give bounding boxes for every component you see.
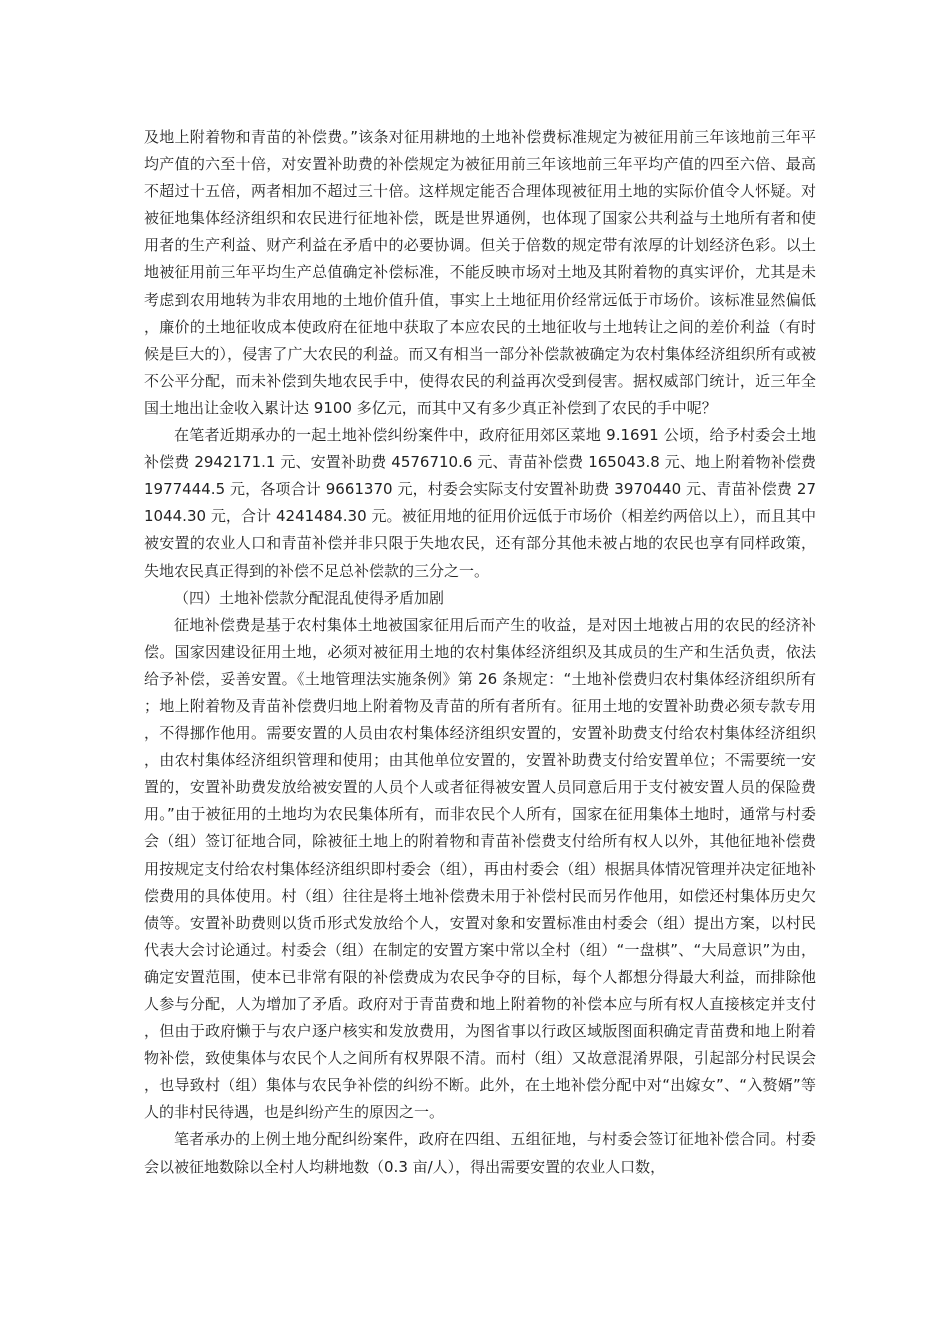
paragraph-continued: 及地上附着物和青苗的补偿费。”该条对征用耕地的土地补偿费标准规定为被征用前三年该地前三年平均产值的六至十倍，对安置补助费的补偿规定为被征用前三年该地前三年平均产值的四至六倍、最高不超过十五倍，两者相加不超过三十倍。这样规定能否合理体现被征用土地的实际价值令人怀疑。对被征地集体经济组织和农民进行征地补偿，既是世界通例，也体现了国家公共利益与土地所有者和使用者的生产利益、财产利益在矛盾中的必要协调。但关于倍数的规定带有浓厚的计划经济色彩。以土地被征用前三年平均生产总值确定补偿标准，不能反映市场对土地及其附着物的真实评价，尤其是未考虑到农用地转为非农用地的土地价值升值，事实上土地征用价经常远低于市场价。该标准显然偏低，廉价的土地征收成本使政府在征地中获取了本应农民的土地征收与土地转让之间的差价利益（有时候是巨大的），侵害了广大农民的利益。而又有相当一部分补偿款被确定为农村集体经济组织所有或被不公平分配，而未补偿到失地农民手中，使得农民的利益再次受到侵害。据权威部门统计，近三年全国土地出让金收入累计达 9100 多亿元，而其中又有多少真正补偿到了农民的手中呢？ (144, 128, 816, 417)
paragraph-case-continued: 笔者承办的上例土地分配纠纷案件，政府在四组、五组征地，与村委会签订征地补偿合同。村委会以被征地数除以全村人均耕地数（0.3 亩/人），得出需要安置的农业人口数， (144, 1130, 816, 1176)
document-body (144, 124, 816, 1181)
paragraph-compensation-explanation: 征地补偿费是基于农村集体土地被国家征用后而产生的收益，是对因土地被占用的农民的经济补偿。国家因建设征用土地，必须对被征用土地的农村集体经济组织及其成员的生产和生活负责，依法给予补偿，妥善安置。《土地管理法实施条例》第 26 条规定：“土地补偿费归农村集体经济组织所有；地上附着物及青苗补偿费归地上附着物及青苗的所有者所有。征用土地的安置补助费必须专款专用，不得挪作他用。需要安置的人员由农村集体经济组织安置的，安置补助费支付给农村集体经济组织，由农村集体经济组织管理和使用；由其他单位安置的，安置补助费支付给安置单位；不需要统一安置的，安置补助费发放给被安置的人员个人或者征得被安置人员同意后用于支付被安置人员的保险费用。”由于被征用的土地均为农民集体所有，而非农民个人所有，国家在征用集体土地时，通常与村委会（组）签订征地合同，除被征土地上的附着物和青苗补偿费支付给所有权人以外，其他征地补偿费用按规定支付给农村集体经济组织即村委会（组），再由村委会（组）根据具体情况管理并决定征地补偿费用的具体使用。村（组）往往是将土地补偿费未用于补偿村民而另作他用，如偿还村集体历史欠债等。安置补助费则以货币形式发放给个人，安置对象和安置标准由村委会（组）提出方案，以村民代表大会讨论通过。村委会（组）在制定的安置方案中常以全村（组）“一盘棋”、“大局意识”为由，确定安置范围，使本已非常有限的补偿费成为农民争夺的目标，每个人都想分得最大利益，而排除他人参与分配，人为增加了矛盾。政府对于青苗费和地上附着物的补偿本应与所有权人直接核定并支付，但由于政府懒于与农户逐户核实和发放费用，为图省事以行政区域版图面积确定青苗费和地上附着物补偿，致使集体与农民个人之间所有权界限不清。而村（组）又故意混淆界限，引起部分村民误会，也导致村（组）集体与农民争补偿的纠纷不断。此外，在土地补偿分配中对“出嫁女”、“入赘婿”等人的非村民待遇，也是纠纷产生的原因之一。 (144, 615, 816, 1122)
paragraph-case-example: 在笔者近期承办的一起土地补偿纠纷案件中，政府征用郊区菜地 9.1691 公顷，给予村委会土地补偿费 2942171.1 元、安置补助费 4576710.6 元、青苗补偿费 165043.8 元、地上附着物补偿费 1977444.5 元，各项合计 9661370 元，村委会实际支付安置补助费 3970440 元、青苗补偿费 271044.30 元，合计 4241484.30 元。被征用地的征用价远低于市场价（相差约两倍以上），而且其中被安置的农业人口和青苗补偿并非只限于失地农民，还有部分其他未被占地的农民也享有同样政策，失地农民真正得到的补偿不足总补偿款的三分之一。 (144, 426, 816, 580)
section-heading: （四）土地补偿款分配混乱使得矛盾加剧 (174, 588, 445, 607)
